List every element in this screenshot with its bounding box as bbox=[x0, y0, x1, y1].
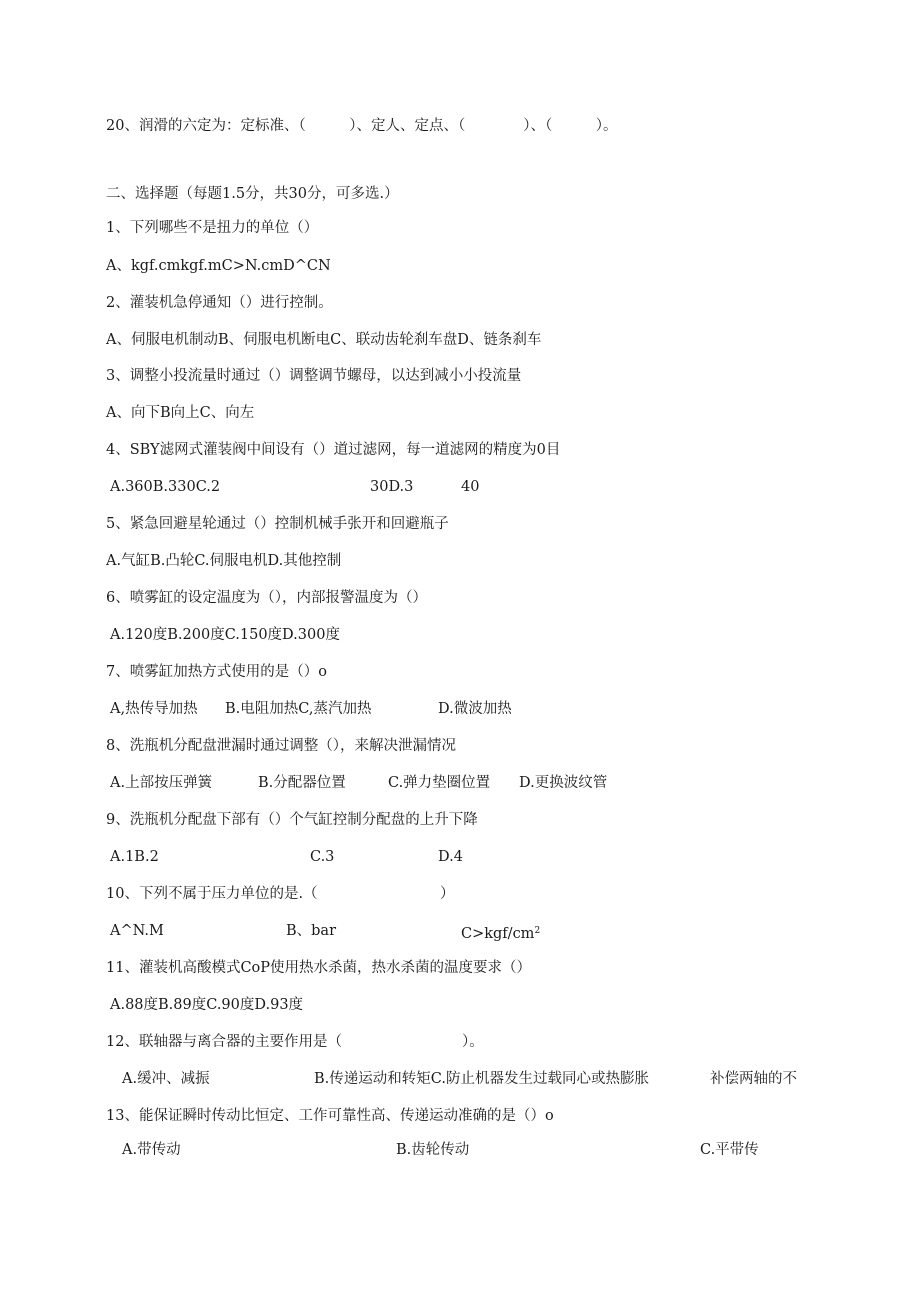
question-8-option-c: C.弹力垫圈位置 bbox=[388, 775, 491, 791]
question-11-stem: 11、灌装机高酸模式CoP使用热水杀菌，热水杀菌的温度要求（） bbox=[106, 960, 532, 976]
question-4-option-b: 30D.3 bbox=[370, 479, 414, 495]
question-3-stem: 3、调整小投流量时通过（）调整调节螺母，以达到减小小投流量 bbox=[106, 368, 522, 384]
question-8-stem: 8、洗瓶机分配盘泄漏时通过调整（），来解决泄漏情况 bbox=[106, 738, 456, 754]
question-4-option-c: 40 bbox=[461, 479, 480, 495]
question-8-option-b: B.分配器位置 bbox=[258, 775, 346, 791]
question-13-stem: 13、能保证瞬时传动比恒定、工作可靠性高、传递运动准确的是（）o bbox=[106, 1108, 554, 1124]
question-6-stem: 6、喷雾缸的设定温度为（），内部报警温度为（） bbox=[106, 590, 427, 606]
section-title: 二、选择题（每题1.5分，共30分，可多选.） bbox=[106, 186, 399, 202]
question-9-stem: 9、洗瓶机分配盘下部有（）个气缸控制分配盘的上升下降 bbox=[106, 812, 478, 828]
question-2-options: A、伺服电机制动B、伺服电机断电C、联动齿轮刹车盘D、链条刹车 bbox=[106, 332, 542, 348]
question-12-stem: 12、联轴器与离合器的主要作用是（ bbox=[106, 1034, 342, 1050]
question-8-option-a: A.上部按压弹簧 bbox=[110, 775, 213, 791]
question-1-stem: 1、下列哪些不是扭力的单位（） bbox=[106, 220, 319, 236]
question-13-option-a: A.带传动 bbox=[122, 1142, 181, 1158]
question-10-option-c-superscript: 2 bbox=[534, 926, 541, 936]
question-10-option-c-text: C>kgf/cm bbox=[461, 926, 535, 942]
question-7-option-c: D.微波加热 bbox=[438, 701, 512, 717]
question-9-option-a: A.1B.2 bbox=[110, 849, 159, 865]
question-7-option-b: B.电阻加热C,蒸汽加热 bbox=[225, 701, 372, 717]
question-12-stem-end: ）。 bbox=[462, 1034, 484, 1050]
question-20: 20、润滑的六定为：定标准、（ ）、定人、定点、（ ）、（ ）。 bbox=[106, 118, 618, 134]
question-5-stem: 5、紧急回避星轮通过（）控制机械手张开和回避瓶子 bbox=[106, 516, 449, 532]
question-12-option-c: 补偿两轴的不 bbox=[710, 1071, 797, 1087]
question-1-options: A、kgf.cmkgf.mC>N.cmD^CN bbox=[106, 258, 331, 274]
question-10-stem: 10、下列不属于压力单位的是.（ bbox=[106, 886, 318, 902]
question-8-option-d: D.更换波纹管 bbox=[519, 775, 608, 791]
question-9-option-b: C.3 bbox=[310, 849, 335, 865]
question-4-option-a: A.360B.330C.2 bbox=[110, 479, 221, 495]
question-9-option-c: D.4 bbox=[438, 849, 463, 865]
question-2-stem: 2、灌装机急停通知（）进行控制。 bbox=[106, 295, 333, 311]
question-10-stem-end: ） bbox=[440, 886, 455, 902]
question-7-stem: 7、喷雾缸加热方式使用的是（）o bbox=[106, 664, 327, 680]
question-10-option-a: A^N.M bbox=[110, 923, 164, 939]
question-5-options: A.气缸B.凸轮C.伺服电机D.其他控制 bbox=[106, 553, 342, 569]
question-7-option-a: A,热传导加热 bbox=[110, 701, 198, 717]
question-12-option-b: B.传递运动和转矩C.防止机器发生过载同心或热膨胀 bbox=[314, 1071, 649, 1087]
question-10-option-b: B、bar bbox=[286, 923, 337, 939]
question-10-option-c bbox=[461, 921, 540, 944]
question-4-stem: 4、SBY滤网式灌装阀中间设有（）道过滤网，每一道滤网的精度为0目 bbox=[106, 442, 561, 458]
question-11-options: A.88度B.89度C.90度D.93度 bbox=[110, 997, 304, 1013]
question-13-option-c: C.平带传 bbox=[700, 1142, 759, 1158]
question-6-options: A.120度B.200度C.150度D.300度 bbox=[110, 627, 340, 643]
question-3-options: A、向下B向上C、向左 bbox=[106, 405, 255, 421]
question-12-option-a: A.缓冲、减振 bbox=[122, 1071, 210, 1087]
question-13-option-b: B.齿轮传动 bbox=[396, 1142, 470, 1158]
